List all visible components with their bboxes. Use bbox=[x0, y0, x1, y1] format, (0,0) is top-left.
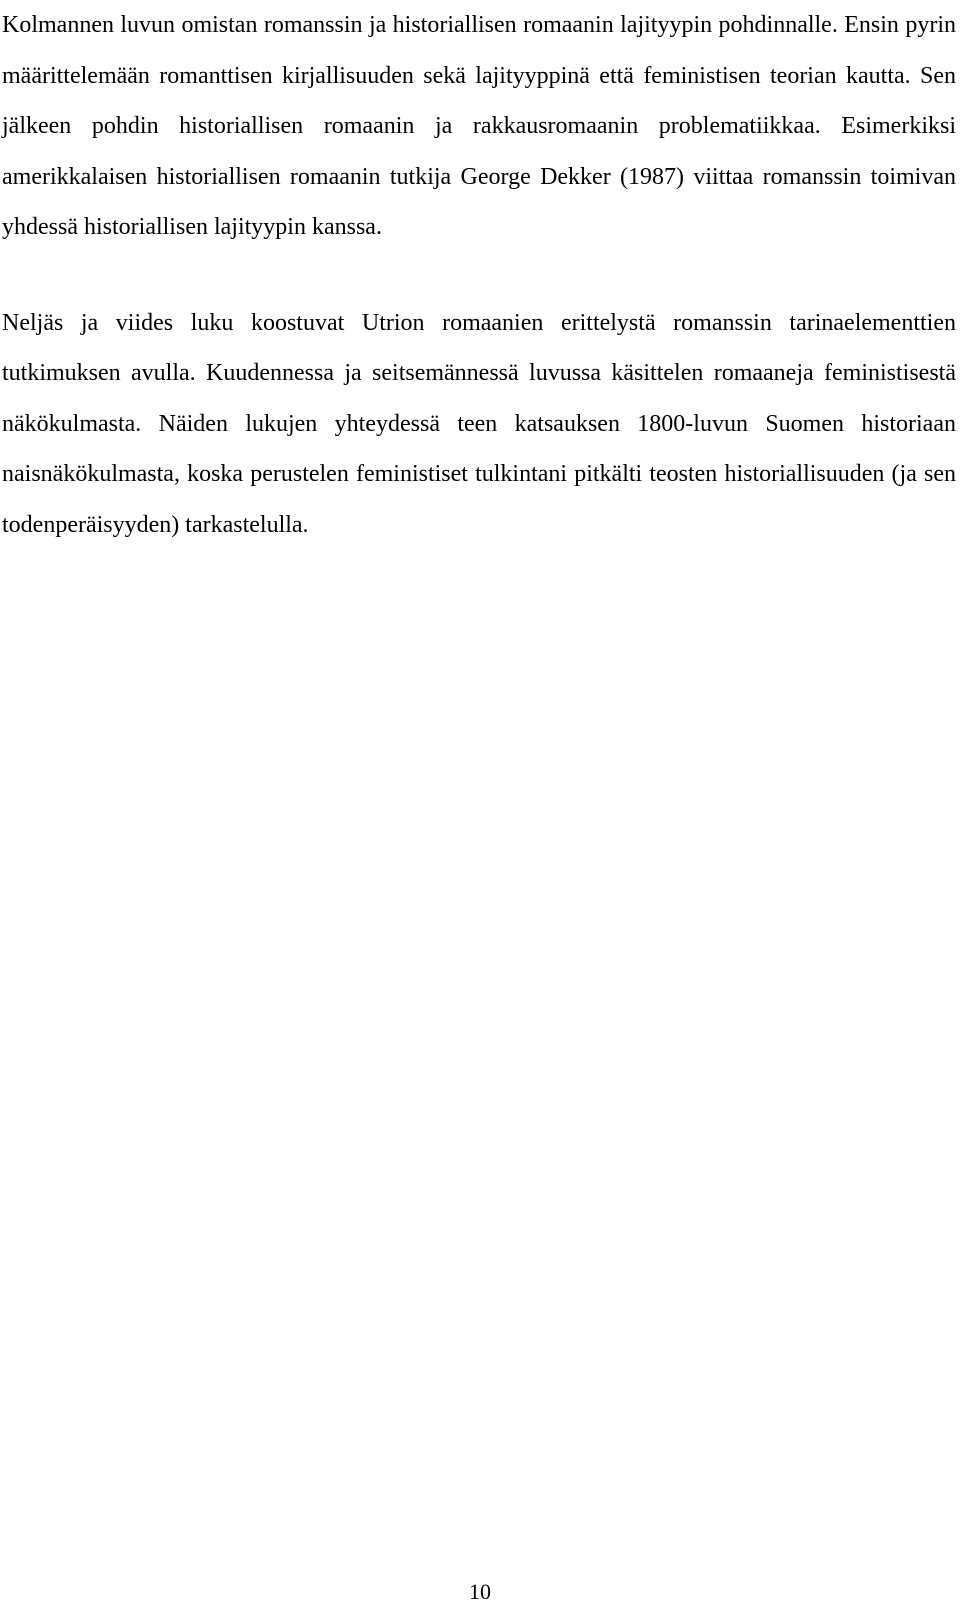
paragraph-2: Neljäs ja viides luku koostuvat Utrion romaanien erittelystä romanssin tarinaelementtien tutkimuksen avulla. Kuudennessa ja seitsemännessä luvussa käsittelen romaaneja feministisestä näkökulmasta. Näiden lukujen yhteydessä teen katsauksen 1800-luvun Suomen historiaan naisnäkökulmasta, koska perustelen feministiset tulkintani pitkälti teosten historiallisuuden (ja sen todenperäisyyden) tarkastelulla. bbox=[2, 309, 956, 538]
paragraph-1: Kolmannen luvun omistan romanssin ja historiallisen romaanin lajityypin pohdinnalle. Ensin pyrin määrittelemään romanttisen kirjallisuuden sekä lajityyppinä että feministisen teorian kautta. Sen jälkeen pohdin historiallisen romaanin ja rakkausromaanin problematiikkaa. Esimerkiksi amerikkalaisen historiallisen romaanin tutkija George Dekker (1987) viittaa romanssin toimivan yhdessä historiallisen lajityypin kanssa. bbox=[2, 12, 956, 240]
page-number: 10 bbox=[469, 1579, 491, 1604]
body-text bbox=[2, 0, 956, 550]
